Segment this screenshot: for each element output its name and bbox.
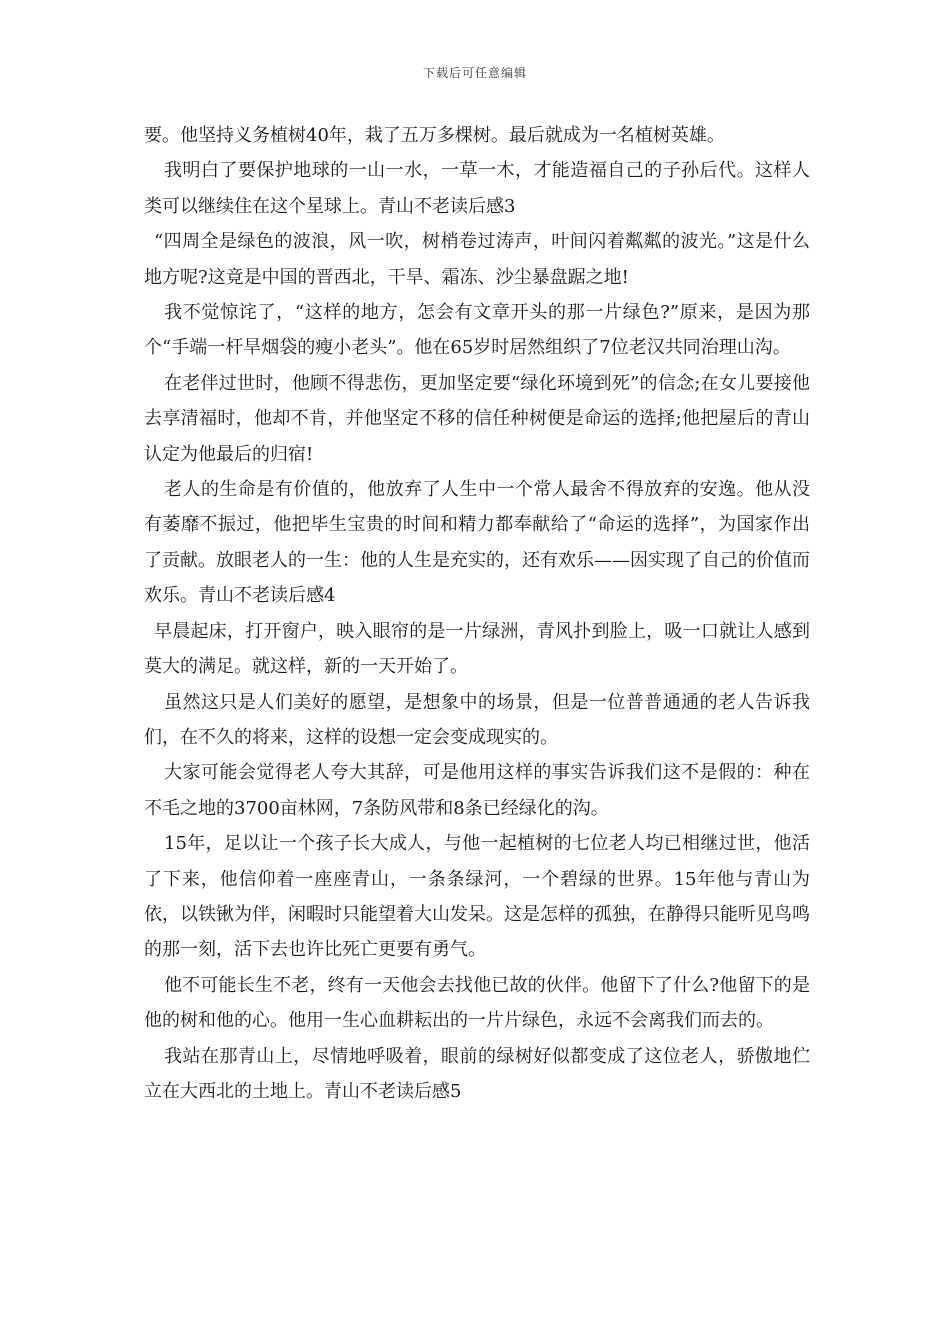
paragraph: 在老伴过世时，他顾不得悲伤，更加坚定要“绿化环境到死”的信念;在女儿要接他去享清福时，他却不肯，并他坚定不移的信任种树便是命运的选择;他把屋后的青山认定为他最后的归宿! (144, 372, 810, 465)
page-header: 下载后可任意编辑 (422, 66, 527, 80)
paragraph: 我明白了要保护地球的一山一水，一草一木，才能造福自己的子孙后代。这样人类可以继续住在这个星球上。青山不老读后感3 (144, 160, 810, 217)
document-body (144, 118, 810, 1109)
paragraph: 我不觉惊诧了，“这样的地方，怎会有文章开头的那一片绿色?”原来，是因为那个“手端一杆旱烟袋的瘦小老头”。他在65岁时居然组织了7位老汉共同治理山沟。 (144, 302, 810, 359)
paragraph: 老人的生命是有价值的，他放弃了人生中一个常人最舍不得放弃的安逸。他从没有萎靡不振过，他把毕生宝贵的时间和精力都奉献给了“命运的选择”，为国家作出了贡献。放眼老人的一生：他的人生是充实的，还有欢乐——因实现了自己的价值而欢乐。青山不老读后感4 (144, 479, 810, 607)
paragraph: “四周全是绿色的波浪，风一吹，树梢卷过涛声，叶间闪着粼粼的波光。”这是什么地方呢?这竟是中国的晋西北，干旱、霜冻、沙尘暴盘踞之地! (144, 231, 810, 288)
paragraph: 虽然这只是人们美好的愿望，是想象中的场景，但是一位普普通通的老人告诉我们，在不久的将来，这样的设想一定会变成现实的。 (144, 691, 810, 748)
paragraph: 早晨起床，打开窗户，映入眼帘的是一片绿洲，青风扑到脸上，吸一口就让人感到莫大的满足。就这样，新的一天开始了。 (144, 620, 810, 678)
paragraph: 我站在那青山上，尽情地呼吸着，眼前的绿树好似都变成了这位老人，骄傲地伫立在大西北的土地上。青山不老读后感5 (144, 1045, 810, 1102)
paragraph: 他不可能长生不老，终有一天他会去找他已故的伙伴。他留下了什么?他留下的是他的树和他的心。他用一生心血耕耘出的一片片绿色，永远不会离我们而去的。 (144, 974, 810, 1032)
paragraph: 15年，足以让一个孩子长大成人，与他一起植树的七位老人均已相继过世，他活了下来，他信仰着一座座青山，一条条绿河，一个碧绿的世界。15年他与青山为依，以铁锹为伴，闲暇时只能望着大山发呆。这是怎样的孤独，在静得只能听见鸟鸣的那一刻，活下去也许比死亡更要有勇气。 (144, 833, 810, 961)
paragraph: 要。他坚持义务植树40年，栽了五万多棵树。最后就成为一名植树英雄。 (144, 125, 725, 146)
paragraph: 大家可能会觉得老人夸大其辞，可是他用这样的事实告诉我们这不是假的：种在不毛之地的3700亩林网，7条防风带和8条已经绿化的沟。 (144, 762, 810, 819)
